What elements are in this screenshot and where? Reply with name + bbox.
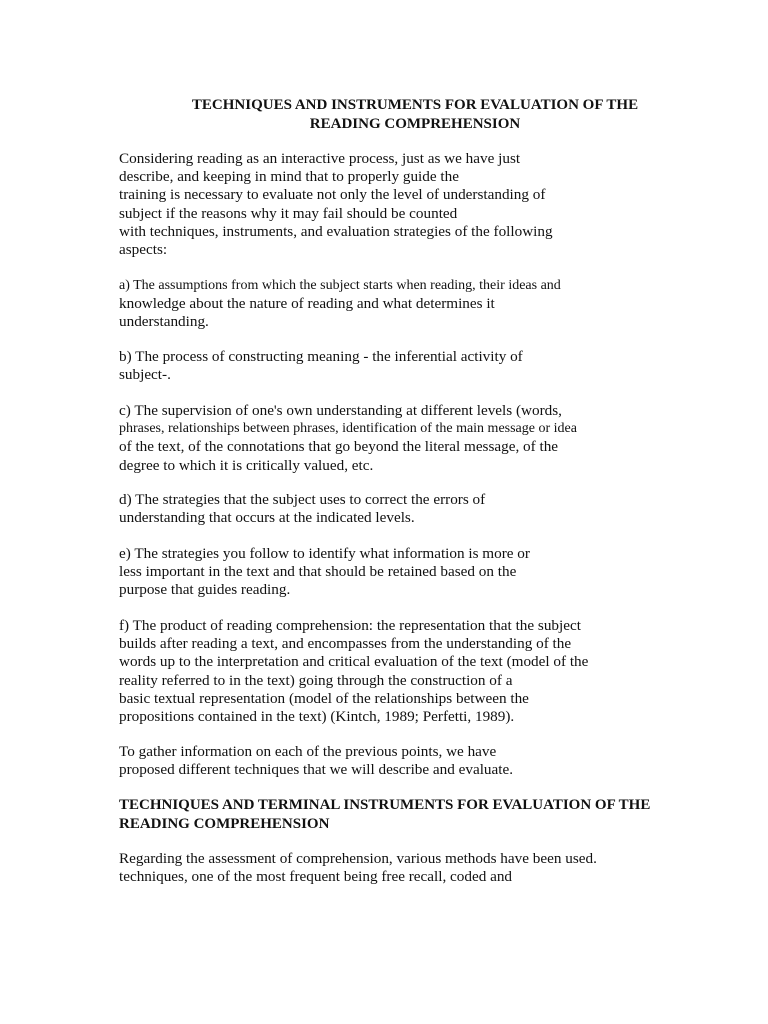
item-a-paragraph xyxy=(119,277,561,332)
text-line: b) The process of constructing meaning - the inferential activity of xyxy=(119,348,523,365)
section-heading xyxy=(119,796,650,834)
text-line: subject-. xyxy=(119,366,171,384)
item-c-paragraph xyxy=(119,402,577,475)
text-line: reality referred to in the text) going through the construction of a xyxy=(119,671,513,689)
text-line: basic textual representation (model of the relationships between the xyxy=(119,689,529,707)
text-line: Considering reading as an interactive process, just as we have just xyxy=(119,150,521,167)
text-line: c) The supervision of one's own understanding at different levels (words, xyxy=(119,402,562,419)
text-line: a) The assumptions from which the subject starts when reading, their ideas and xyxy=(119,278,561,293)
text-line: words up to the interpretation and critical evaluation of the text (model of the xyxy=(119,653,589,671)
gather-paragraph xyxy=(119,743,513,779)
text-line: propositions contained in the text) (Kintch, 1989; Perfetti, 1989). xyxy=(119,708,515,726)
document-title xyxy=(119,96,711,134)
item-d-paragraph xyxy=(119,491,485,527)
heading-line: READING COMPREHENSION xyxy=(119,816,330,832)
text-line: f) The product of reading comprehension: the representation that the subject xyxy=(119,617,581,634)
text-line: subject if the reasons why it may fail should be counted xyxy=(119,204,458,222)
text-line: knowledge about the nature of reading and what determines it xyxy=(119,295,495,313)
text-line: with techniques, instruments, and evaluation strategies of the following xyxy=(119,222,553,240)
item-e-paragraph xyxy=(119,545,530,600)
title-line: READING COMPREHENSION xyxy=(309,116,521,132)
item-f-paragraph xyxy=(119,617,588,726)
text-line: describe, and keeping in mind that to properly guide the xyxy=(119,168,459,186)
item-b-paragraph xyxy=(119,348,523,384)
text-line: proposed different techniques that we will describe and evaluate. xyxy=(119,761,514,779)
text-line: d) The strategies that the subject uses to correct the errors of xyxy=(119,491,486,508)
text-line: e) The strategies you follow to identify what information is more or xyxy=(119,545,530,562)
text-line: training is necessary to evaluate not only the level of understanding of xyxy=(119,186,546,204)
text-line: builds after reading a text, and encompasses from the understanding of the xyxy=(119,635,572,653)
text-line: understanding. xyxy=(119,313,209,331)
text-line: purpose that guides reading. xyxy=(119,581,291,599)
text-line: aspects: xyxy=(119,241,168,259)
heading-line: TECHNIQUES AND TERMINAL INSTRUMENTS FOR EVALUATION OF THE xyxy=(119,797,651,813)
text-line: techniques, one of the most frequent being free recall, coded and xyxy=(119,868,513,886)
text-line: degree to which it is critically valued, etc. xyxy=(119,456,374,474)
title-line: TECHNIQUES AND INSTRUMENTS FOR EVALUATION OF THE xyxy=(191,97,639,113)
text-line: To gather information on each of the previous points, we have xyxy=(119,743,497,760)
intro-paragraph xyxy=(119,150,553,259)
text-line: understanding that occurs at the indicated levels. xyxy=(119,509,415,527)
text-line: Regarding the assessment of comprehension, various methods have been used. xyxy=(119,850,597,867)
regarding-paragraph xyxy=(119,850,597,886)
text-line: of the text, of the connotations that go beyond the literal message, of the xyxy=(119,438,559,456)
text-line: phrases, relationships between phrases, identification of the main message or idea xyxy=(119,421,577,437)
text-line: less important in the text and that should be retained based on the xyxy=(119,563,517,581)
